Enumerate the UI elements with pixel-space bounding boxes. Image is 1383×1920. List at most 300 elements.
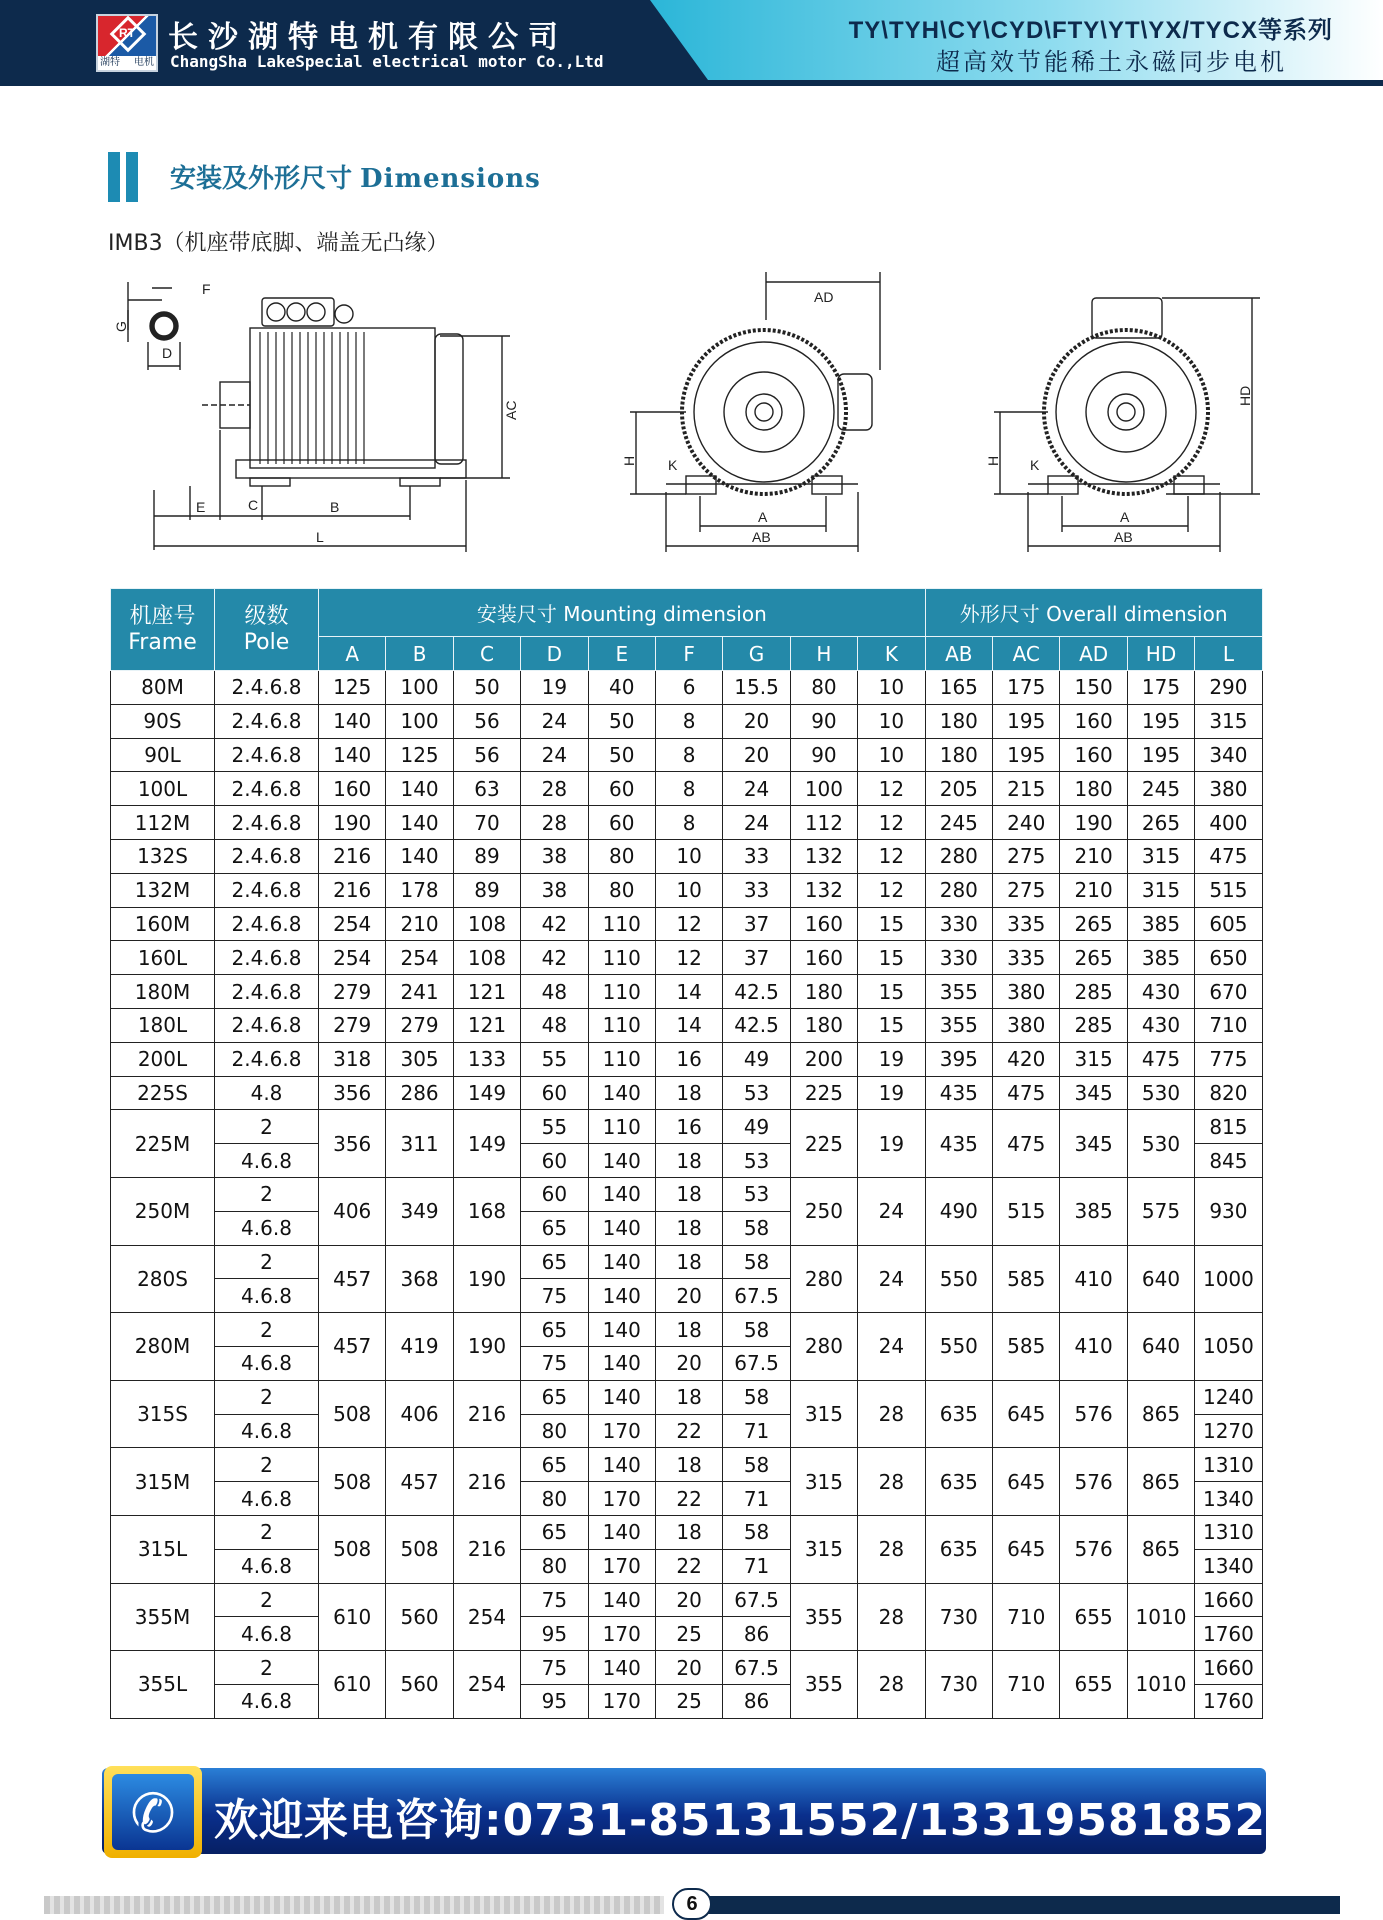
cell-f: 18 <box>655 1076 722 1110</box>
cell-e: 110 <box>588 1042 655 1076</box>
cell-d: 55 <box>521 1042 588 1076</box>
cell-c: 56 <box>453 738 520 772</box>
cell-l: 1660 <box>1195 1651 1262 1685</box>
cell-d: 38 <box>521 873 588 907</box>
cell-d: 55 <box>521 1110 588 1144</box>
page-number: 6 <box>672 1888 712 1920</box>
series-models: TY\TYH\CY\CYD\FTY\YT\YX/TYCX等系列 <box>848 17 1333 44</box>
cell-frame: 315S <box>111 1380 215 1448</box>
table-row <box>111 1110 1263 1144</box>
cell-ab: 245 <box>925 806 992 840</box>
cell-b: 254 <box>386 941 453 975</box>
dim-label-E: E <box>196 499 206 515</box>
cell-f: 12 <box>655 941 722 975</box>
pole-column-header: 级数 Pole <box>215 589 319 671</box>
cell-g: 67.5 <box>723 1583 790 1617</box>
cell-h: 80 <box>790 671 857 705</box>
cell-d: 28 <box>521 806 588 840</box>
cell-a: 216 <box>319 839 386 873</box>
column-header-F: F <box>655 637 722 671</box>
cell-g: 58 <box>723 1313 790 1347</box>
dim-label-K-front: K <box>668 457 678 473</box>
cell-ad: 180 <box>1060 772 1127 806</box>
cell-g: 86 <box>723 1617 790 1651</box>
cell-f: 22 <box>655 1549 722 1583</box>
cell-pole: 2.4.6.8 <box>215 704 319 738</box>
cell-f: 10 <box>655 873 722 907</box>
cell-l: 1270 <box>1195 1414 1262 1448</box>
cell-d: 75 <box>521 1346 588 1380</box>
cell-ab: 395 <box>925 1042 992 1076</box>
cell-hd: 865 <box>1127 1515 1194 1583</box>
cell-h: 160 <box>790 907 857 941</box>
column-header-AD: AD <box>1060 637 1127 671</box>
cell-k: 28 <box>858 1583 926 1651</box>
cell-ab: 550 <box>925 1245 992 1313</box>
cell-g: 67.5 <box>723 1651 790 1685</box>
cell-d: 60 <box>521 1076 588 1110</box>
cell-hd: 430 <box>1127 1008 1194 1042</box>
cell-ab: 330 <box>925 941 992 975</box>
cell-l: 290 <box>1195 671 1262 705</box>
cell-b: 140 <box>386 839 453 873</box>
cell-a: 254 <box>319 907 386 941</box>
cell-e: 140 <box>588 1076 655 1110</box>
cell-h: 200 <box>790 1042 857 1076</box>
cell-g: 49 <box>723 1110 790 1144</box>
section-title <box>170 158 541 195</box>
cell-k: 12 <box>858 873 926 907</box>
cell-h: 250 <box>790 1177 857 1245</box>
cell-e: 140 <box>588 1245 655 1279</box>
cell-ab: 205 <box>925 772 992 806</box>
cell-c: 254 <box>453 1583 520 1651</box>
cell-f: 16 <box>655 1110 722 1144</box>
cell-f: 8 <box>655 772 722 806</box>
logo-text-left: 湖特 <box>100 57 120 68</box>
cell-c: 121 <box>453 1008 520 1042</box>
cell-pole: 4.6.8 <box>215 1617 319 1651</box>
cell-frame: 315M <box>111 1448 215 1516</box>
cell-g: 58 <box>723 1515 790 1549</box>
series-description: 超高效节能稀土永磁同步电机 <box>936 48 1287 76</box>
cell-d: 65 <box>521 1313 588 1347</box>
cell-hd: 575 <box>1127 1177 1194 1245</box>
cell-e: 140 <box>588 1177 655 1211</box>
logo-mark: RT <box>119 26 135 40</box>
table-row <box>111 839 1263 873</box>
cell-ac: 475 <box>993 1076 1060 1110</box>
cell-ad: 315 <box>1060 1042 1127 1076</box>
cell-b: 368 <box>386 1245 453 1313</box>
cell-g: 67.5 <box>723 1346 790 1380</box>
cell-c: 133 <box>453 1042 520 1076</box>
dim-label-K-end: K <box>1030 457 1040 473</box>
column-header-H: H <box>790 637 857 671</box>
cell-ac: 275 <box>993 839 1060 873</box>
cell-c: 190 <box>453 1245 520 1313</box>
cell-g: 24 <box>723 772 790 806</box>
cell-ad: 150 <box>1060 671 1127 705</box>
table-row <box>111 1313 1263 1347</box>
cell-k: 12 <box>858 772 926 806</box>
cell-e: 50 <box>588 704 655 738</box>
cell-a: 140 <box>319 704 386 738</box>
cell-d: 65 <box>521 1448 588 1482</box>
cell-ad: 345 <box>1060 1110 1127 1178</box>
table-row <box>111 738 1263 772</box>
cell-pole: 4.6.8 <box>215 1211 319 1245</box>
cell-e: 80 <box>588 839 655 873</box>
dim-label-L: L <box>316 529 324 545</box>
cell-e: 140 <box>588 1515 655 1549</box>
cell-g: 20 <box>723 704 790 738</box>
section-title-en: Dimensions <box>360 164 541 194</box>
cell-d: 48 <box>521 975 588 1009</box>
cell-c: 108 <box>453 907 520 941</box>
cell-f: 6 <box>655 671 722 705</box>
cell-l: 1660 <box>1195 1583 1262 1617</box>
cell-b: 508 <box>386 1515 453 1583</box>
cell-a: 457 <box>319 1313 386 1381</box>
cell-e: 170 <box>588 1549 655 1583</box>
cell-ad: 160 <box>1060 738 1127 772</box>
cell-a: 508 <box>319 1448 386 1516</box>
cell-hd: 385 <box>1127 907 1194 941</box>
cell-f: 20 <box>655 1279 722 1313</box>
cell-g: 24 <box>723 806 790 840</box>
cell-l: 1000 <box>1195 1245 1262 1313</box>
section-title-cn: 安装及外形尺寸 <box>170 164 353 194</box>
cell-f: 12 <box>655 907 722 941</box>
table-row <box>111 1042 1263 1076</box>
cell-a: 254 <box>319 941 386 975</box>
cell-e: 170 <box>588 1617 655 1651</box>
cell-e: 60 <box>588 772 655 806</box>
cell-k: 19 <box>858 1042 926 1076</box>
cell-frame: 225S <box>111 1076 215 1110</box>
cell-k: 12 <box>858 839 926 873</box>
cell-hd: 175 <box>1127 671 1194 705</box>
cell-k: 15 <box>858 1008 926 1042</box>
cell-b: 125 <box>386 738 453 772</box>
cell-f: 20 <box>655 1346 722 1380</box>
cell-h: 280 <box>790 1245 857 1313</box>
cell-g: 53 <box>723 1177 790 1211</box>
cell-e: 140 <box>588 1346 655 1380</box>
cell-g: 53 <box>723 1076 790 1110</box>
cell-g: 86 <box>723 1684 790 1718</box>
cell-l: 1760 <box>1195 1617 1262 1651</box>
cell-d: 80 <box>521 1482 588 1516</box>
table-row <box>111 806 1263 840</box>
cell-g: 58 <box>723 1380 790 1414</box>
cell-hd: 385 <box>1127 941 1194 975</box>
table-row <box>111 1448 1263 1482</box>
cell-frame: 225M <box>111 1110 215 1178</box>
dim-label-AB-front: AB <box>752 529 771 545</box>
cell-h: 132 <box>790 873 857 907</box>
cell-b: 419 <box>386 1313 453 1381</box>
cell-h: 132 <box>790 839 857 873</box>
cell-g: 37 <box>723 907 790 941</box>
cell-h: 315 <box>790 1380 857 1448</box>
cell-frame: 80M <box>111 671 215 705</box>
cell-d: 80 <box>521 1414 588 1448</box>
cell-d: 75 <box>521 1651 588 1685</box>
cell-d: 24 <box>521 738 588 772</box>
column-header-AC: AC <box>993 637 1060 671</box>
cell-d: 65 <box>521 1211 588 1245</box>
cell-pole: 2.4.6.8 <box>215 1008 319 1042</box>
cell-k: 28 <box>858 1651 926 1719</box>
table-row <box>111 1380 1263 1414</box>
cell-b: 100 <box>386 671 453 705</box>
cell-pole: 2 <box>215 1515 319 1549</box>
cell-f: 18 <box>655 1313 722 1347</box>
cell-e: 110 <box>588 941 655 975</box>
cell-d: 80 <box>521 1549 588 1583</box>
cell-e: 60 <box>588 806 655 840</box>
cell-hd: 265 <box>1127 806 1194 840</box>
cell-hd: 865 <box>1127 1380 1194 1448</box>
cell-f: 25 <box>655 1684 722 1718</box>
cell-f: 18 <box>655 1177 722 1211</box>
table-row <box>111 1651 1263 1685</box>
cell-ac: 645 <box>993 1380 1060 1448</box>
cell-g: 71 <box>723 1482 790 1516</box>
cell-b: 311 <box>386 1110 453 1178</box>
cell-frame: 90L <box>111 738 215 772</box>
cell-ab: 550 <box>925 1313 992 1381</box>
cell-frame: 280M <box>111 1313 215 1381</box>
table-row <box>111 704 1263 738</box>
cell-l: 1340 <box>1195 1482 1262 1516</box>
cell-e: 110 <box>588 907 655 941</box>
cell-d: 65 <box>521 1380 588 1414</box>
table-row <box>111 941 1263 975</box>
cell-h: 225 <box>790 1076 857 1110</box>
cell-pole: 4.6.8 <box>215 1144 319 1178</box>
cell-c: 121 <box>453 975 520 1009</box>
cell-ab: 180 <box>925 704 992 738</box>
cell-pole: 2.4.6.8 <box>215 839 319 873</box>
cell-hd: 1010 <box>1127 1583 1194 1651</box>
cell-frame: 355M <box>111 1583 215 1651</box>
cell-f: 14 <box>655 975 722 1009</box>
cell-ad: 576 <box>1060 1515 1127 1583</box>
cell-k: 15 <box>858 941 926 975</box>
cell-pole: 2.4.6.8 <box>215 873 319 907</box>
cell-h: 355 <box>790 1651 857 1719</box>
cell-h: 180 <box>790 1008 857 1042</box>
cell-d: 19 <box>521 671 588 705</box>
cell-ab: 635 <box>925 1515 992 1583</box>
cell-b: 140 <box>386 772 453 806</box>
cell-hd: 315 <box>1127 839 1194 873</box>
cell-ad: 385 <box>1060 1177 1127 1245</box>
cell-c: 56 <box>453 704 520 738</box>
dim-label-HD: HD <box>1237 385 1253 406</box>
table-row <box>111 873 1263 907</box>
cell-k: 28 <box>858 1515 926 1583</box>
cell-d: 95 <box>521 1684 588 1718</box>
cell-l: 1050 <box>1195 1313 1262 1381</box>
cell-f: 18 <box>655 1245 722 1279</box>
header-divider <box>0 80 1383 86</box>
cell-c: 149 <box>453 1076 520 1110</box>
cell-ac: 420 <box>993 1042 1060 1076</box>
dim-label-A-front: A <box>758 509 768 525</box>
front-view-drawing <box>621 270 886 560</box>
phone-icon: ✆ <box>104 1766 202 1858</box>
cell-h: 225 <box>790 1110 857 1178</box>
cell-f: 18 <box>655 1515 722 1549</box>
cell-a: 216 <box>319 873 386 907</box>
cell-g: 71 <box>723 1414 790 1448</box>
cell-frame: 200L <box>111 1042 215 1076</box>
table-row <box>111 671 1263 705</box>
cell-d: 28 <box>521 772 588 806</box>
cell-ad: 210 <box>1060 839 1127 873</box>
cell-pole: 2 <box>215 1110 319 1144</box>
cell-ac: 585 <box>993 1313 1060 1381</box>
cell-ab: 180 <box>925 738 992 772</box>
column-header-D: D <box>521 637 588 671</box>
cell-ab: 280 <box>925 873 992 907</box>
cell-c: 50 <box>453 671 520 705</box>
table-row <box>111 1177 1263 1211</box>
column-header-E: E <box>588 637 655 671</box>
cell-e: 140 <box>588 1279 655 1313</box>
cell-frame: 180M <box>111 975 215 1009</box>
column-header-A: A <box>319 637 386 671</box>
cell-e: 170 <box>588 1684 655 1718</box>
cell-f: 8 <box>655 704 722 738</box>
cell-g: 33 <box>723 873 790 907</box>
cell-hd: 195 <box>1127 738 1194 772</box>
cell-ab: 635 <box>925 1448 992 1516</box>
cell-d: 75 <box>521 1279 588 1313</box>
cell-frame: 160M <box>111 907 215 941</box>
cell-b: 100 <box>386 704 453 738</box>
dim-label-A-end: A <box>1120 509 1130 525</box>
cell-a: 508 <box>319 1515 386 1583</box>
cell-l: 515 <box>1195 873 1262 907</box>
cell-pole: 2.4.6.8 <box>215 1042 319 1076</box>
cell-ad: 410 <box>1060 1245 1127 1313</box>
cell-ad: 210 <box>1060 873 1127 907</box>
table-row <box>111 1245 1263 1279</box>
cell-f: 8 <box>655 806 722 840</box>
cell-ac: 335 <box>993 907 1060 941</box>
cell-c: 89 <box>453 839 520 873</box>
cell-frame: 250M <box>111 1177 215 1245</box>
column-header-AB: AB <box>925 637 992 671</box>
cell-pole: 2.4.6.8 <box>215 738 319 772</box>
cell-f: 22 <box>655 1482 722 1516</box>
cell-c: 89 <box>453 873 520 907</box>
table-row <box>111 1008 1263 1042</box>
cell-d: 65 <box>521 1245 588 1279</box>
cell-e: 110 <box>588 1110 655 1144</box>
cell-d: 38 <box>521 839 588 873</box>
cell-e: 40 <box>588 671 655 705</box>
cell-k: 24 <box>858 1177 926 1245</box>
dim-label-AB-end: AB <box>1114 529 1133 545</box>
cell-c: 149 <box>453 1110 520 1178</box>
dim-label-F: F <box>202 281 211 297</box>
cell-f: 20 <box>655 1651 722 1685</box>
cell-hd: 245 <box>1127 772 1194 806</box>
cell-a: 610 <box>319 1651 386 1719</box>
cell-pole: 2.4.6.8 <box>215 671 319 705</box>
cell-g: 20 <box>723 738 790 772</box>
cell-e: 140 <box>588 1144 655 1178</box>
cell-g: 37 <box>723 941 790 975</box>
cell-ad: 410 <box>1060 1313 1127 1381</box>
cell-b: 406 <box>386 1380 453 1448</box>
cell-ab: 355 <box>925 1008 992 1042</box>
cell-hd: 530 <box>1127 1110 1194 1178</box>
cell-pole: 2 <box>215 1583 319 1617</box>
column-header-B: B <box>386 637 453 671</box>
cell-d: 60 <box>521 1144 588 1178</box>
cell-l: 605 <box>1195 907 1262 941</box>
cell-l: 845 <box>1195 1144 1262 1178</box>
cell-frame: 90S <box>111 704 215 738</box>
cell-ad: 285 <box>1060 1008 1127 1042</box>
cell-ac: 195 <box>993 738 1060 772</box>
cell-g: 71 <box>723 1549 790 1583</box>
cell-g: 53 <box>723 1144 790 1178</box>
dimensions-table <box>110 588 1263 1719</box>
cell-g: 58 <box>723 1211 790 1245</box>
cell-k: 15 <box>858 975 926 1009</box>
cell-h: 112 <box>790 806 857 840</box>
cell-pole: 2.4.6.8 <box>215 772 319 806</box>
cell-hd: 530 <box>1127 1076 1194 1110</box>
cell-frame: 355L <box>111 1651 215 1719</box>
cell-d: 75 <box>521 1583 588 1617</box>
cell-l: 1340 <box>1195 1549 1262 1583</box>
cell-g: 67.5 <box>723 1279 790 1313</box>
cell-hd: 315 <box>1127 873 1194 907</box>
cell-f: 18 <box>655 1211 722 1245</box>
cell-e: 80 <box>588 873 655 907</box>
cell-e: 140 <box>588 1313 655 1347</box>
logo-text-right: 电机 <box>134 57 154 68</box>
column-header-HD: HD <box>1127 637 1194 671</box>
side-view-drawing <box>110 270 530 560</box>
cell-a: 610 <box>319 1583 386 1651</box>
dim-label-G: G <box>113 321 129 332</box>
cell-b: 457 <box>386 1448 453 1516</box>
cell-ac: 335 <box>993 941 1060 975</box>
cell-ad: 190 <box>1060 806 1127 840</box>
cell-b: 210 <box>386 907 453 941</box>
cell-ad: 160 <box>1060 704 1127 738</box>
cell-k: 10 <box>858 738 926 772</box>
cell-g: 15.5 <box>723 671 790 705</box>
cell-e: 170 <box>588 1414 655 1448</box>
company-logo <box>96 14 158 72</box>
cell-ad: 265 <box>1060 907 1127 941</box>
cell-frame: 280S <box>111 1245 215 1313</box>
cell-g: 42.5 <box>723 975 790 1009</box>
cell-b: 349 <box>386 1177 453 1245</box>
dim-label-H-front: H <box>621 455 637 466</box>
